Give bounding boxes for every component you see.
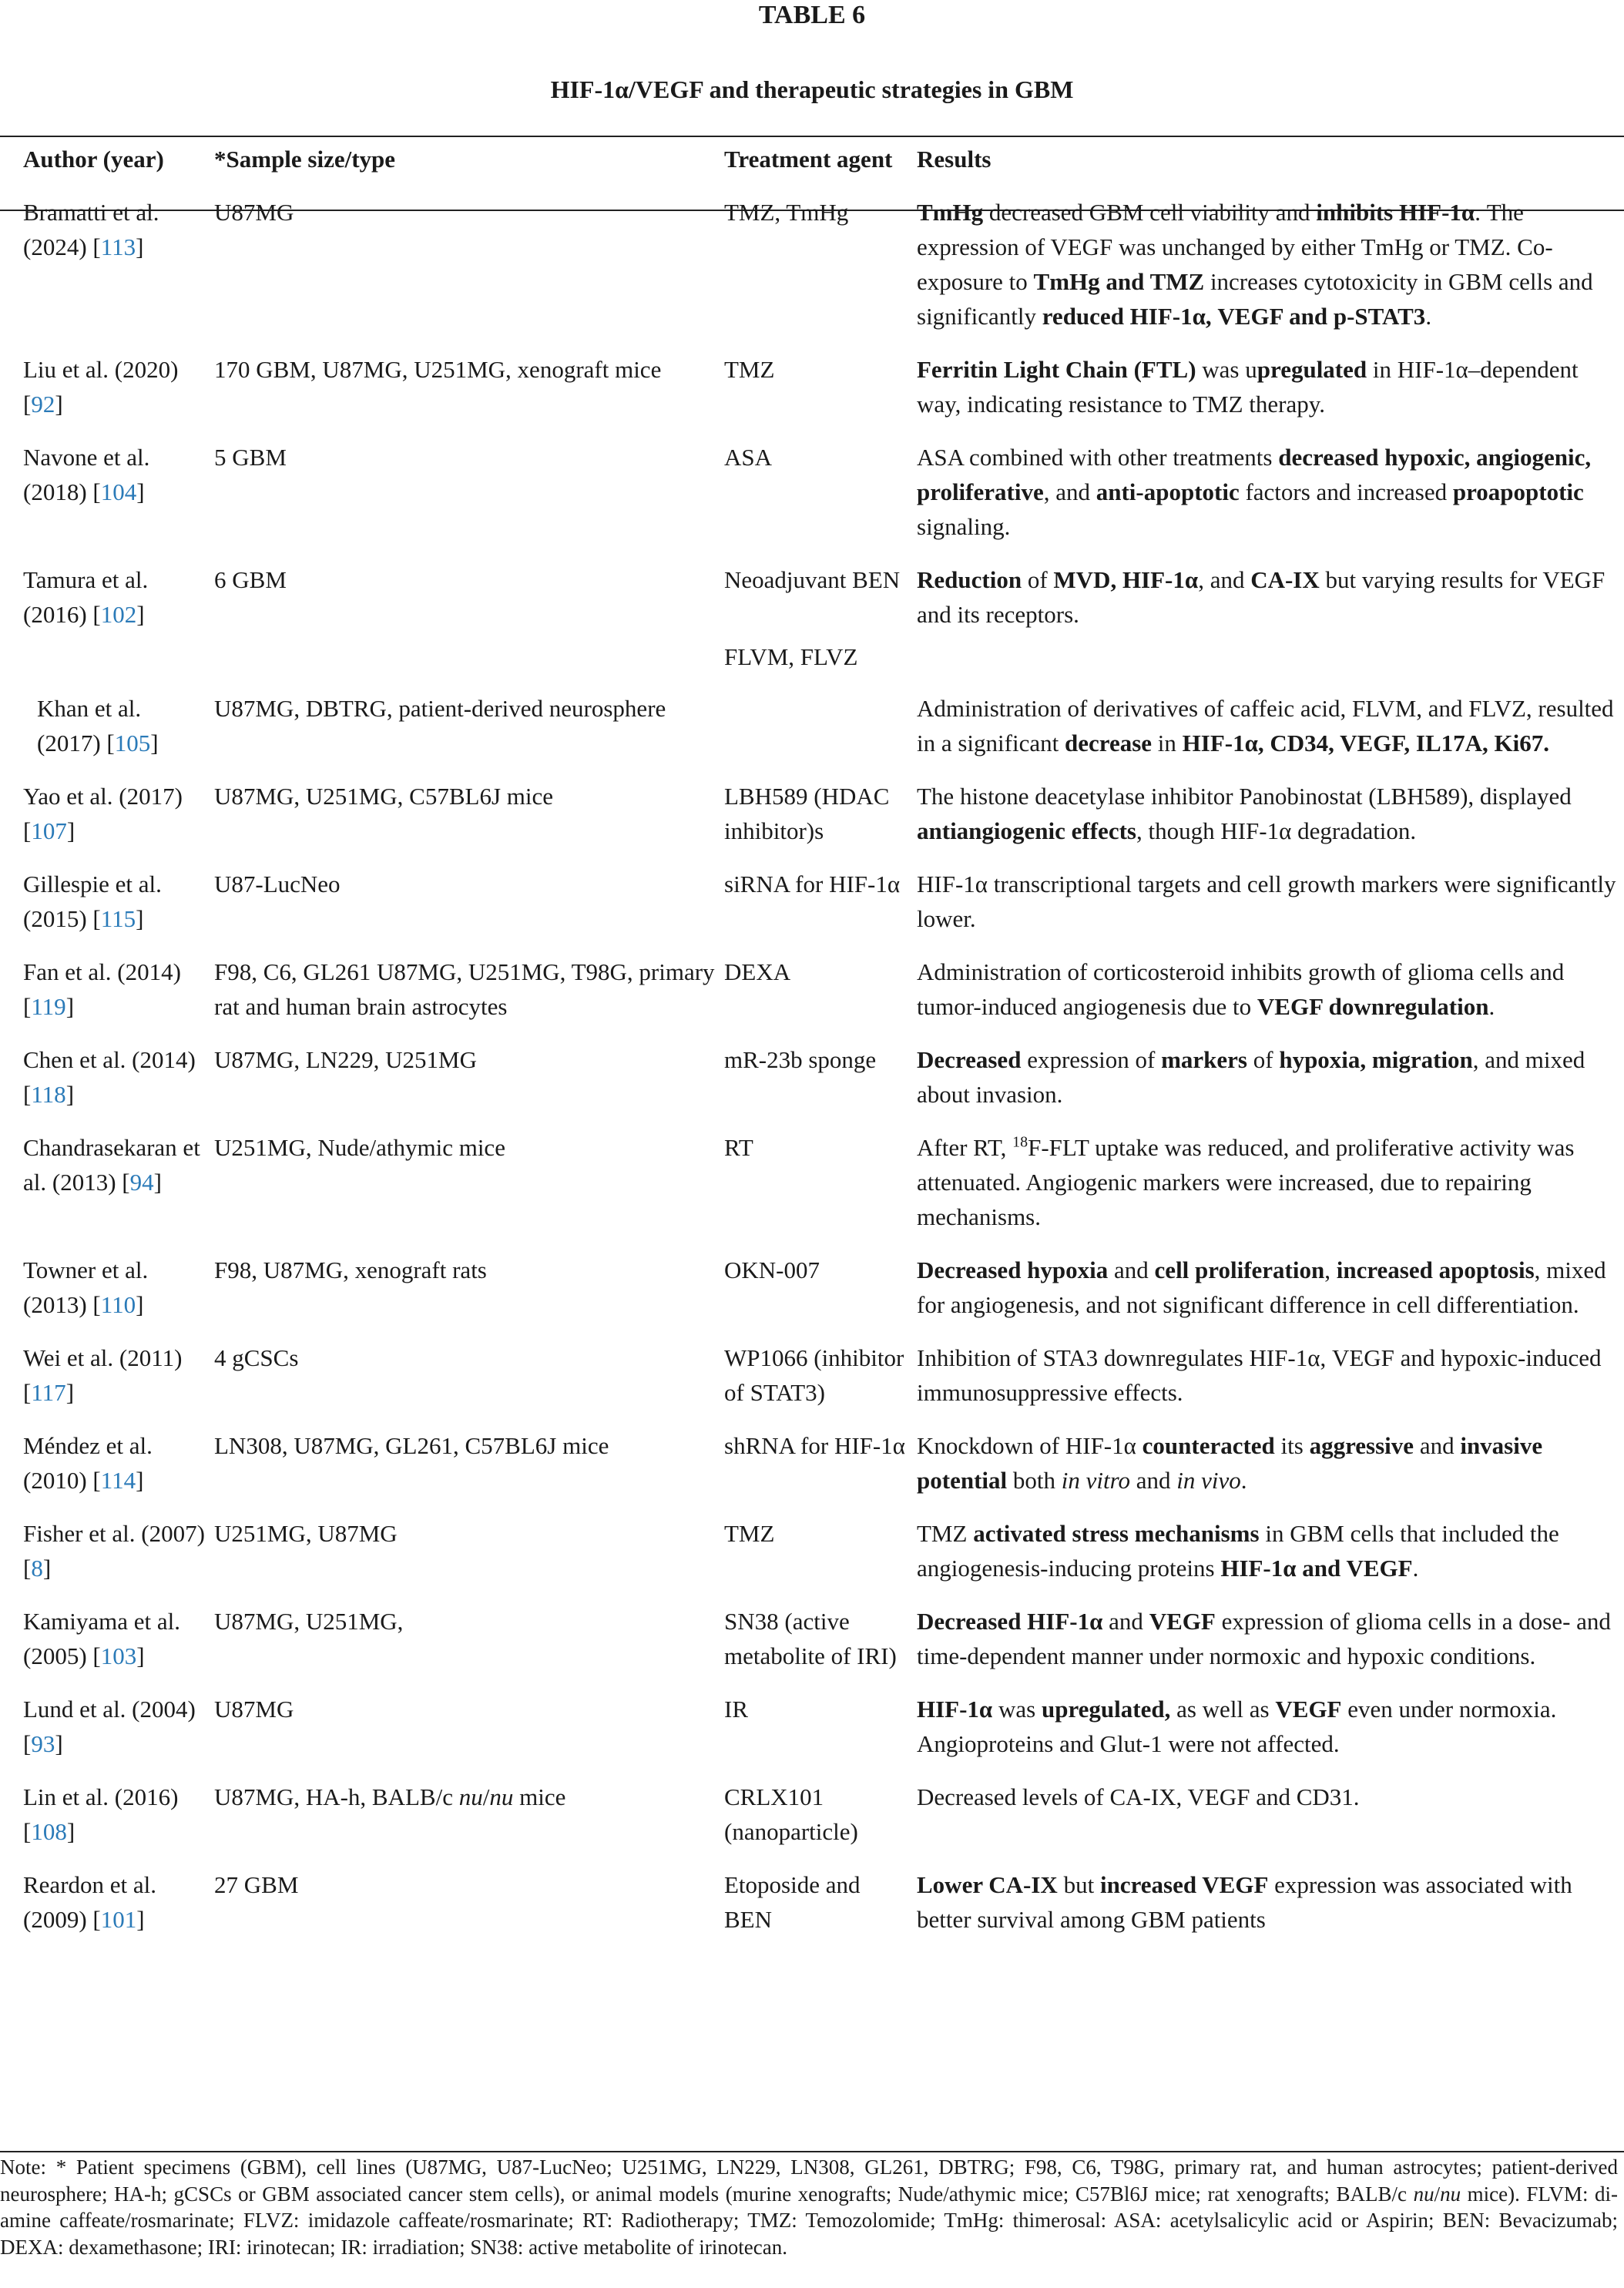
- cell-results: [917, 768, 1624, 856]
- col-header-author: Author (year): [23, 146, 164, 173]
- cell-author-text: Tamura et al. (2016) [: [23, 566, 149, 628]
- cell-results: [917, 1330, 1624, 1417]
- cell-author: [0, 552, 214, 639]
- cell-sample-text: U87MG: [214, 199, 294, 226]
- reference-link[interactable]: 102: [100, 601, 137, 628]
- cell-results: [917, 341, 1624, 429]
- cell-sample: [214, 341, 724, 429]
- cell-results-text: VEGF downregulation: [1257, 993, 1489, 1020]
- cell-results-text: counteracted: [1142, 1432, 1275, 1459]
- reference-link[interactable]: 119: [31, 993, 66, 1020]
- reference-link[interactable]: 113: [100, 233, 136, 260]
- cell-author: [0, 184, 214, 341]
- cell-results-text: , though HIF-1α degradation.: [1136, 817, 1417, 844]
- table-row: [0, 341, 1624, 429]
- cell-results-text: was: [992, 1696, 1042, 1723]
- cell-sample: [214, 944, 724, 1032]
- cell-results: [917, 1593, 1624, 1681]
- note-text: Note: * Patient specimens (GBM), cell lines (U87MG, U87-LucNeo; U251MG, LN229, LN308, GL261, DBTRG; F98, C6, T98G, primary rat, and human astrocytes; patient-derived neurosphere; HA-h; gCSCs or GBM associated cancer stem cells), or animal models (murine xenografts; Nude/athymic mice; C57Bl6J mice; rat xenografts; BALB/c: [0, 2155, 1618, 2206]
- cell-agent: [724, 1119, 917, 1242]
- cell-results-text: even under normoxia. Angioproteins and Glut-1 were not affected.: [917, 1696, 1557, 1757]
- reference-link[interactable]: 101: [100, 1906, 137, 1933]
- cell-agent-text: ASA: [724, 444, 773, 471]
- cell-sample-text: U87MG, DBTRG, patient-derived neurosphere: [214, 695, 666, 722]
- note-text: /: [1434, 2182, 1441, 2206]
- cell-sample: [214, 1593, 724, 1681]
- table-row: [0, 1505, 1624, 1593]
- note-text: nu: [1440, 2182, 1461, 2206]
- cell-author: [0, 1681, 214, 1769]
- cell-results-text: Ferritin Light Chain (FTL): [917, 356, 1196, 383]
- cell-author-text: Reardon et al. (2009) [: [23, 1871, 157, 1933]
- cell-agent-text: WP1066 (inhibitor of STAT3): [724, 1344, 904, 1406]
- cell-results-text: Decreased hypoxia: [917, 1256, 1109, 1283]
- cell-sample: [214, 552, 724, 639]
- bottom-rule: [0, 2151, 1624, 2152]
- cell-author-text: Fan et al. (2014) [: [23, 958, 181, 1020]
- cell-results-text: proapoptotic: [1452, 478, 1584, 505]
- cell-agent-text: LBH589 (HDAC inhibitor)s: [724, 783, 890, 844]
- cell-sample: [214, 680, 724, 768]
- cell-agent: [724, 1681, 917, 1769]
- cell-results-text: HIF-1α, CD34, VEGF, IL17A, Ki67.: [1182, 730, 1549, 757]
- cell-results-text: aggressive: [1309, 1432, 1414, 1459]
- cell-agent: [724, 944, 917, 1032]
- cell-results-text: ,: [1324, 1256, 1337, 1283]
- cell-results-text: increased apoptosis: [1336, 1256, 1535, 1283]
- cell-author-text: Chen et al. (2014) [: [23, 1046, 196, 1108]
- cell-agent: [724, 1330, 917, 1417]
- cell-author: [0, 856, 214, 944]
- cell-author: [0, 1769, 214, 1857]
- cell-results-text: HIF-1α: [917, 1696, 993, 1723]
- cell-agent: [724, 1505, 917, 1593]
- table-row: [0, 768, 1624, 856]
- cell-results-text: Decreased levels of CA-IX, VEGF and CD31.: [917, 1783, 1360, 1810]
- cell-sample: [214, 1505, 724, 1593]
- cell-agent-text: DEXA: [724, 958, 791, 985]
- reference-link[interactable]: 8: [31, 1555, 43, 1582]
- cell-sample-text: nu: [458, 1783, 483, 1810]
- cell-results-text: Reduction: [917, 566, 1022, 593]
- cell-results: [917, 1769, 1624, 1857]
- cell-agent: [724, 1857, 917, 1944]
- cell-results-text: antiangiogenic effects: [917, 817, 1136, 844]
- table-row: [0, 552, 1624, 639]
- cell-agent-text: mR-23b sponge: [724, 1046, 877, 1073]
- cell-author: [0, 1593, 214, 1681]
- cell-results: [917, 1242, 1624, 1330]
- cell-author-text: Lund et al. (2004) [: [23, 1696, 196, 1757]
- col-header-agent: Treatment agent: [724, 146, 893, 173]
- cell-results: [917, 1505, 1624, 1593]
- cell-results-text: Decreased: [917, 1046, 1022, 1073]
- cell-agent-text: CRLX101 (nanoparticle): [724, 1783, 858, 1845]
- cell-sample-text: LN308, U87MG, GL261, C57BL6J mice: [214, 1432, 609, 1459]
- cell-sample-text: U87MG, U251MG, C57BL6J mice: [214, 783, 554, 810]
- cell-sample-text: 27 GBM: [214, 1871, 299, 1898]
- table-row: [0, 639, 1624, 680]
- cell-results-text: .: [1412, 1555, 1419, 1582]
- cell-results-text: Inhibition of STA3 downregulates HIF-1α, VEGF and hypoxic-induced immunosuppressive effects.: [917, 1344, 1602, 1406]
- cell-results-text: in HIF-1α–dependent way, indicating resistance to TMZ therapy.: [917, 356, 1579, 418]
- cell-sample: [214, 429, 724, 552]
- cell-results-text: , mixed for angiogenesis, and not significant difference in cell differentiation.: [917, 1256, 1606, 1318]
- cell-results-text: invasive potential: [917, 1432, 1543, 1494]
- cell-results: [917, 944, 1624, 1032]
- cell-results-text: HIF-1α transcriptional targets and cell growth markers were significantly lower.: [917, 871, 1616, 932]
- cell-author-text: Yao et al. (2017) [: [23, 783, 183, 844]
- note-text: nu: [1413, 2182, 1434, 2206]
- cell-results: [917, 1119, 1624, 1242]
- cell-sample: [214, 1681, 724, 1769]
- cell-author: [0, 1119, 214, 1242]
- cell-results-text: reduced HIF-1α, VEGF and p-STAT3: [1042, 303, 1426, 330]
- cell-sample-text: U87-LucNeo: [214, 871, 341, 897]
- cell-sample-text: /: [482, 1783, 490, 1810]
- cell-results-text: of: [1022, 566, 1054, 593]
- cell-author: [0, 944, 214, 1032]
- table-row: [0, 1242, 1624, 1330]
- reference-link[interactable]: 108: [31, 1818, 67, 1845]
- cell-author-text: ]: [65, 993, 75, 1020]
- cell-sample: [214, 639, 724, 680]
- cell-author-text: Gillespie et al. (2015) [: [23, 871, 162, 932]
- cell-agent: [724, 1769, 917, 1857]
- cell-results: [917, 680, 1624, 768]
- cell-author-text: Khan et al. (2017) [: [37, 695, 142, 757]
- cell-results-text: in GBM cells that included the angiogenesis-inducing proteins: [917, 1520, 1559, 1582]
- cell-results-text: , and mixed about invasion.: [917, 1046, 1585, 1108]
- cell-results-text: Decreased HIF-1α: [917, 1608, 1103, 1635]
- cell-author: [0, 1330, 214, 1417]
- cell-author: [0, 768, 214, 856]
- cell-author-text: ]: [136, 233, 144, 260]
- table-row: [0, 184, 1624, 341]
- cell-results-text: Knockdown of HIF-1α: [917, 1432, 1143, 1459]
- table-row: [0, 1417, 1624, 1505]
- cell-results-text: anti-apoptotic: [1096, 478, 1240, 505]
- cell-agent: [724, 768, 917, 856]
- cell-author: [0, 680, 214, 768]
- cell-author-text: ]: [66, 1818, 75, 1845]
- cell-results-text: and: [1102, 1608, 1149, 1635]
- table-row: [0, 680, 1624, 768]
- table-row: [0, 1769, 1624, 1857]
- cell-author-text: ]: [55, 1730, 63, 1757]
- cell-sample-text: U87MG, LN229, U251MG: [214, 1046, 477, 1073]
- cell-results-text: TMZ: [917, 1520, 974, 1547]
- cell-results-text: in vitro: [1061, 1467, 1131, 1494]
- cell-author-text: ]: [153, 1169, 162, 1196]
- cell-results-text: was u: [1196, 356, 1257, 383]
- cell-sample: [214, 1769, 724, 1857]
- cell-author-text: Wei et al. (2011) [: [23, 1344, 183, 1406]
- table-row: [0, 1032, 1624, 1119]
- table-row: [0, 1681, 1624, 1769]
- col-header-sample: *Sample size/type: [214, 146, 396, 173]
- cell-author-text: ]: [55, 391, 63, 418]
- cell-results-text: VEGF: [1149, 1608, 1216, 1635]
- table-row: [0, 856, 1624, 944]
- cell-results: [917, 1857, 1624, 1944]
- reference-link[interactable]: 103: [100, 1642, 137, 1669]
- cell-author: [0, 639, 214, 680]
- cell-agent-text: FLVM, FLVZ: [724, 643, 858, 670]
- cell-author-text: ]: [65, 1379, 75, 1406]
- reference-link[interactable]: 94: [129, 1169, 154, 1196]
- cell-author-text: Fisher et al. (2007) [: [23, 1520, 205, 1582]
- cell-results-text: decreased hypoxic, angiogenic, proliferative: [917, 444, 1592, 505]
- cell-results: [917, 429, 1624, 552]
- cell-results-text: hypoxia, migration: [1279, 1046, 1473, 1073]
- cell-author-text: ]: [136, 601, 145, 628]
- cell-author: [0, 1857, 214, 1944]
- cell-sample-text: 170 GBM, U87MG, U251MG, xenograft mice: [214, 356, 662, 383]
- cell-results-text: both: [1007, 1467, 1062, 1494]
- table-row: [0, 944, 1624, 1032]
- cell-author-text: ]: [136, 1642, 145, 1669]
- cell-results-text: The histone deacetylase inhibitor Panobinostat (LBH589), displayed: [917, 783, 1572, 810]
- cell-sample-text: nu: [489, 1783, 514, 1810]
- cell-results-text: After RT,: [917, 1134, 1013, 1161]
- table-row: [0, 1857, 1624, 1944]
- cell-results-text: , and: [1198, 566, 1251, 593]
- cell-sample: [214, 1032, 724, 1119]
- reference-link[interactable]: 117: [31, 1379, 66, 1406]
- cell-agent: [724, 1242, 917, 1330]
- cell-author: [0, 1505, 214, 1593]
- reference-link[interactable]: 115: [100, 905, 136, 932]
- cell-sample-text: U251MG, U87MG: [214, 1520, 398, 1547]
- cell-sample-text: U87MG: [214, 1696, 294, 1723]
- cell-author-text: Kamiyama et al. (2005) [: [23, 1608, 180, 1669]
- cell-results-text: VEGF: [1275, 1696, 1342, 1723]
- cell-results-text: , and: [1043, 478, 1096, 505]
- cell-author-text: ]: [136, 1467, 144, 1494]
- cell-results-text: decrease: [1064, 730, 1153, 757]
- cell-results-text: in vivo: [1176, 1467, 1241, 1494]
- cell-results-text: signaling.: [917, 513, 1011, 540]
- cell-sample-text: 6 GBM: [214, 566, 287, 593]
- cell-agent-text: IR: [724, 1696, 748, 1723]
- cell-author-text: ]: [150, 730, 159, 757]
- reference-link[interactable]: 114: [100, 1467, 136, 1494]
- reference-link[interactable]: 93: [31, 1730, 55, 1757]
- cell-results: [917, 1032, 1624, 1119]
- cell-results-text: . The expression of VEGF was unchanged by either TmHg or TMZ. Co-exposure to: [917, 199, 1553, 295]
- cell-results-text: and: [1414, 1432, 1461, 1459]
- cell-author-text: ]: [136, 905, 144, 932]
- cell-results-text: increases cytotoxicity in GBM cells and significantly: [917, 268, 1593, 330]
- cell-author-text: ]: [136, 1291, 144, 1318]
- cell-results-text: .: [1240, 1467, 1247, 1494]
- table-row: [0, 1593, 1624, 1681]
- cell-results-text: Administration of derivatives of caffeic acid, FLVM, and FLVZ, resulted in a significant: [917, 695, 1614, 757]
- cell-agent-text: SN38 (active metabolite of IRI): [724, 1608, 897, 1669]
- cell-results-text: its: [1274, 1432, 1310, 1459]
- cell-results-text: but varying results for VEGF and its receptors.: [917, 566, 1606, 628]
- table-caption: HIF-1α/VEGF and therapeutic strategies in GBM: [550, 75, 1074, 103]
- cell-agent: [724, 552, 917, 639]
- cell-results-text: .: [1425, 303, 1432, 330]
- cell-results-text: HIF-1α and VEGF: [1220, 1555, 1413, 1582]
- cell-agent-text: siRNA for HIF-1α: [724, 871, 901, 897]
- cell-sample: [214, 856, 724, 944]
- table-label: TABLE 6: [758, 1, 866, 29]
- reference-link[interactable]: 118: [31, 1081, 66, 1108]
- data-table: [0, 139, 1624, 1944]
- cell-results-text: markers: [1161, 1046, 1247, 1073]
- cell-results-text: Administration of corticosteroid inhibits growth of glioma cells and tumor-induced angiogenesis due to: [917, 958, 1565, 1020]
- reference-link[interactable]: 110: [100, 1291, 136, 1318]
- cell-results-text: expression was associated with better survival among GBM patients: [917, 1871, 1572, 1933]
- cell-author: [0, 429, 214, 552]
- cell-results-text: factors and increased: [1239, 478, 1453, 505]
- table-row: [0, 1119, 1624, 1242]
- cell-results-text: but: [1057, 1871, 1100, 1898]
- cell-results-text: MVD, HIF-1α: [1053, 566, 1199, 593]
- cell-author-text: ]: [136, 478, 145, 505]
- cell-author-text: Lin et al. (2016) [: [23, 1783, 179, 1845]
- cell-results-text: activated stress mechanisms: [973, 1520, 1260, 1547]
- top-rule: [0, 136, 1624, 137]
- cell-results-text: and: [1130, 1467, 1177, 1494]
- cell-results-text: TmHg: [917, 199, 984, 226]
- cell-author-text: Navone et al. (2018) [: [23, 444, 150, 505]
- header-row: [0, 139, 1624, 184]
- cell-agent: [724, 341, 917, 429]
- cell-agent: [724, 639, 917, 680]
- reference-link[interactable]: 92: [31, 391, 55, 418]
- cell-results-text: expression of: [1021, 1046, 1162, 1073]
- cell-results-text: in: [1152, 730, 1183, 757]
- cell-agent-text: TMZ: [724, 356, 775, 383]
- cell-sample-text: U87MG, U251MG,: [214, 1608, 404, 1635]
- cell-agent: [724, 680, 917, 768]
- cell-agent: [724, 429, 917, 552]
- table-body: [0, 184, 1624, 1944]
- cell-agent-text: OKN-007: [724, 1256, 820, 1283]
- cell-sample-text: 5 GBM: [214, 444, 287, 471]
- cell-agent: [724, 1032, 917, 1119]
- cell-author: [0, 1242, 214, 1330]
- cell-sample: [214, 1857, 724, 1944]
- cell-author-text: Bramatti et al. (2024) [: [23, 199, 159, 260]
- cell-author-text: Chandrasekaran et al. (2013) [: [23, 1134, 200, 1196]
- cell-author-text: Liu et al. (2020) [: [23, 356, 179, 418]
- cell-results: [917, 552, 1624, 639]
- cell-results: [917, 639, 1624, 680]
- cell-results-text: F-FLT uptake was reduced, and proliferative activity was attenuated. Angiogenic markers were increased, due to repairing mechanisms.: [917, 1134, 1575, 1230]
- cell-results-text: and: [1108, 1256, 1155, 1283]
- cell-author-text: ]: [66, 817, 75, 844]
- cell-agent: [724, 1417, 917, 1505]
- cell-author: [0, 1417, 214, 1505]
- cell-sample-text: U251MG, Nude/athymic mice: [214, 1134, 505, 1161]
- cell-sample-text: F98, U87MG, xenograft rats: [214, 1256, 487, 1283]
- cell-results-text: of: [1247, 1046, 1280, 1073]
- cell-results: [917, 1681, 1624, 1769]
- cell-agent-text: RT: [724, 1134, 753, 1161]
- cell-agent: [724, 856, 917, 944]
- cell-author-text: ]: [42, 1555, 52, 1582]
- cell-agent-text: Etoposide and BEN: [724, 1871, 861, 1933]
- cell-results-text: cell proliferation: [1154, 1256, 1325, 1283]
- col-header-results: Results: [917, 146, 992, 173]
- cell-results-text: Lower CA-IX: [917, 1871, 1058, 1898]
- cell-sample: [214, 1119, 724, 1242]
- cell-results-text: inhibits HIF-1α: [1316, 199, 1475, 226]
- cell-sample: [214, 1417, 724, 1505]
- cell-results-text: expression of glioma cells in a dose- and time-dependent manner under normoxic and hypoxic conditions.: [917, 1608, 1611, 1669]
- cell-author: [0, 341, 214, 429]
- cell-results-text: decreased GBM cell viability and: [983, 199, 1317, 226]
- cell-author-text: ]: [65, 1081, 75, 1108]
- cell-results-text: upregulated,: [1041, 1696, 1171, 1723]
- cell-sample: [214, 1242, 724, 1330]
- cell-results-text: .: [1488, 993, 1495, 1020]
- cell-results: [917, 856, 1624, 944]
- cell-agent-text: TMZ, TmHg: [724, 199, 849, 226]
- cell-agent-text: TMZ: [724, 1520, 775, 1547]
- table-row: [0, 1330, 1624, 1417]
- cell-author-text: Méndez et al. (2010) [: [23, 1432, 153, 1494]
- reference-link[interactable]: 104: [100, 478, 137, 505]
- cell-results-text: pregulated: [1257, 356, 1367, 383]
- cell-agent: [724, 1593, 917, 1681]
- cell-author-text: Towner et al. (2013) [: [23, 1256, 149, 1318]
- reference-link[interactable]: 105: [114, 730, 151, 757]
- table-note: [0, 2154, 1618, 2260]
- cell-sample: [214, 1330, 724, 1417]
- cell-sample: [214, 184, 724, 341]
- cell-results-text: 18: [1012, 1133, 1028, 1151]
- cell-agent-text: shRNA for HIF-1α: [724, 1432, 905, 1459]
- table-row: [0, 429, 1624, 552]
- cell-author-text: ]: [136, 1906, 145, 1933]
- cell-sample-text: U87MG, HA-h, BALB/c: [214, 1783, 459, 1810]
- cell-sample-text: F98, C6, GL261 U87MG, U251MG, T98G, primary rat and human brain astrocytes: [214, 958, 715, 1020]
- cell-agent: [724, 184, 917, 341]
- cell-results-text: ASA combined with other treatments: [917, 444, 1279, 471]
- cell-results: [917, 184, 1624, 341]
- cell-sample-text: 4 gCSCs: [214, 1344, 299, 1371]
- cell-sample: [214, 768, 724, 856]
- cell-results-text: as well as: [1170, 1696, 1276, 1723]
- cell-results: [917, 1417, 1624, 1505]
- cell-agent-text: Neoadjuvant BEN: [724, 566, 901, 593]
- cell-results-text: CA-IX: [1250, 566, 1320, 593]
- reference-link[interactable]: 107: [31, 817, 67, 844]
- cell-results-text: increased VEGF: [1099, 1871, 1269, 1898]
- cell-results-text: TmHg and TMZ: [1033, 268, 1205, 295]
- cell-author: [0, 1032, 214, 1119]
- cell-sample-text: mice: [513, 1783, 566, 1810]
- note-text: mice). FLVM: di-amine caffeate/rosmarinate; FLVZ: imidazole caffeate/rosmarinate; RT: Radiotherapy; TMZ: Temozolomide; TmHg: thimerosal: ASA: acetylsalicylic acid or Aspirin; BEN: Bevacizumab; DEXA: dexamethasone; IRI: irinotecan; IR: irradiation; SN38: active metabolite of irinotecan.: [0, 2182, 1618, 2259]
